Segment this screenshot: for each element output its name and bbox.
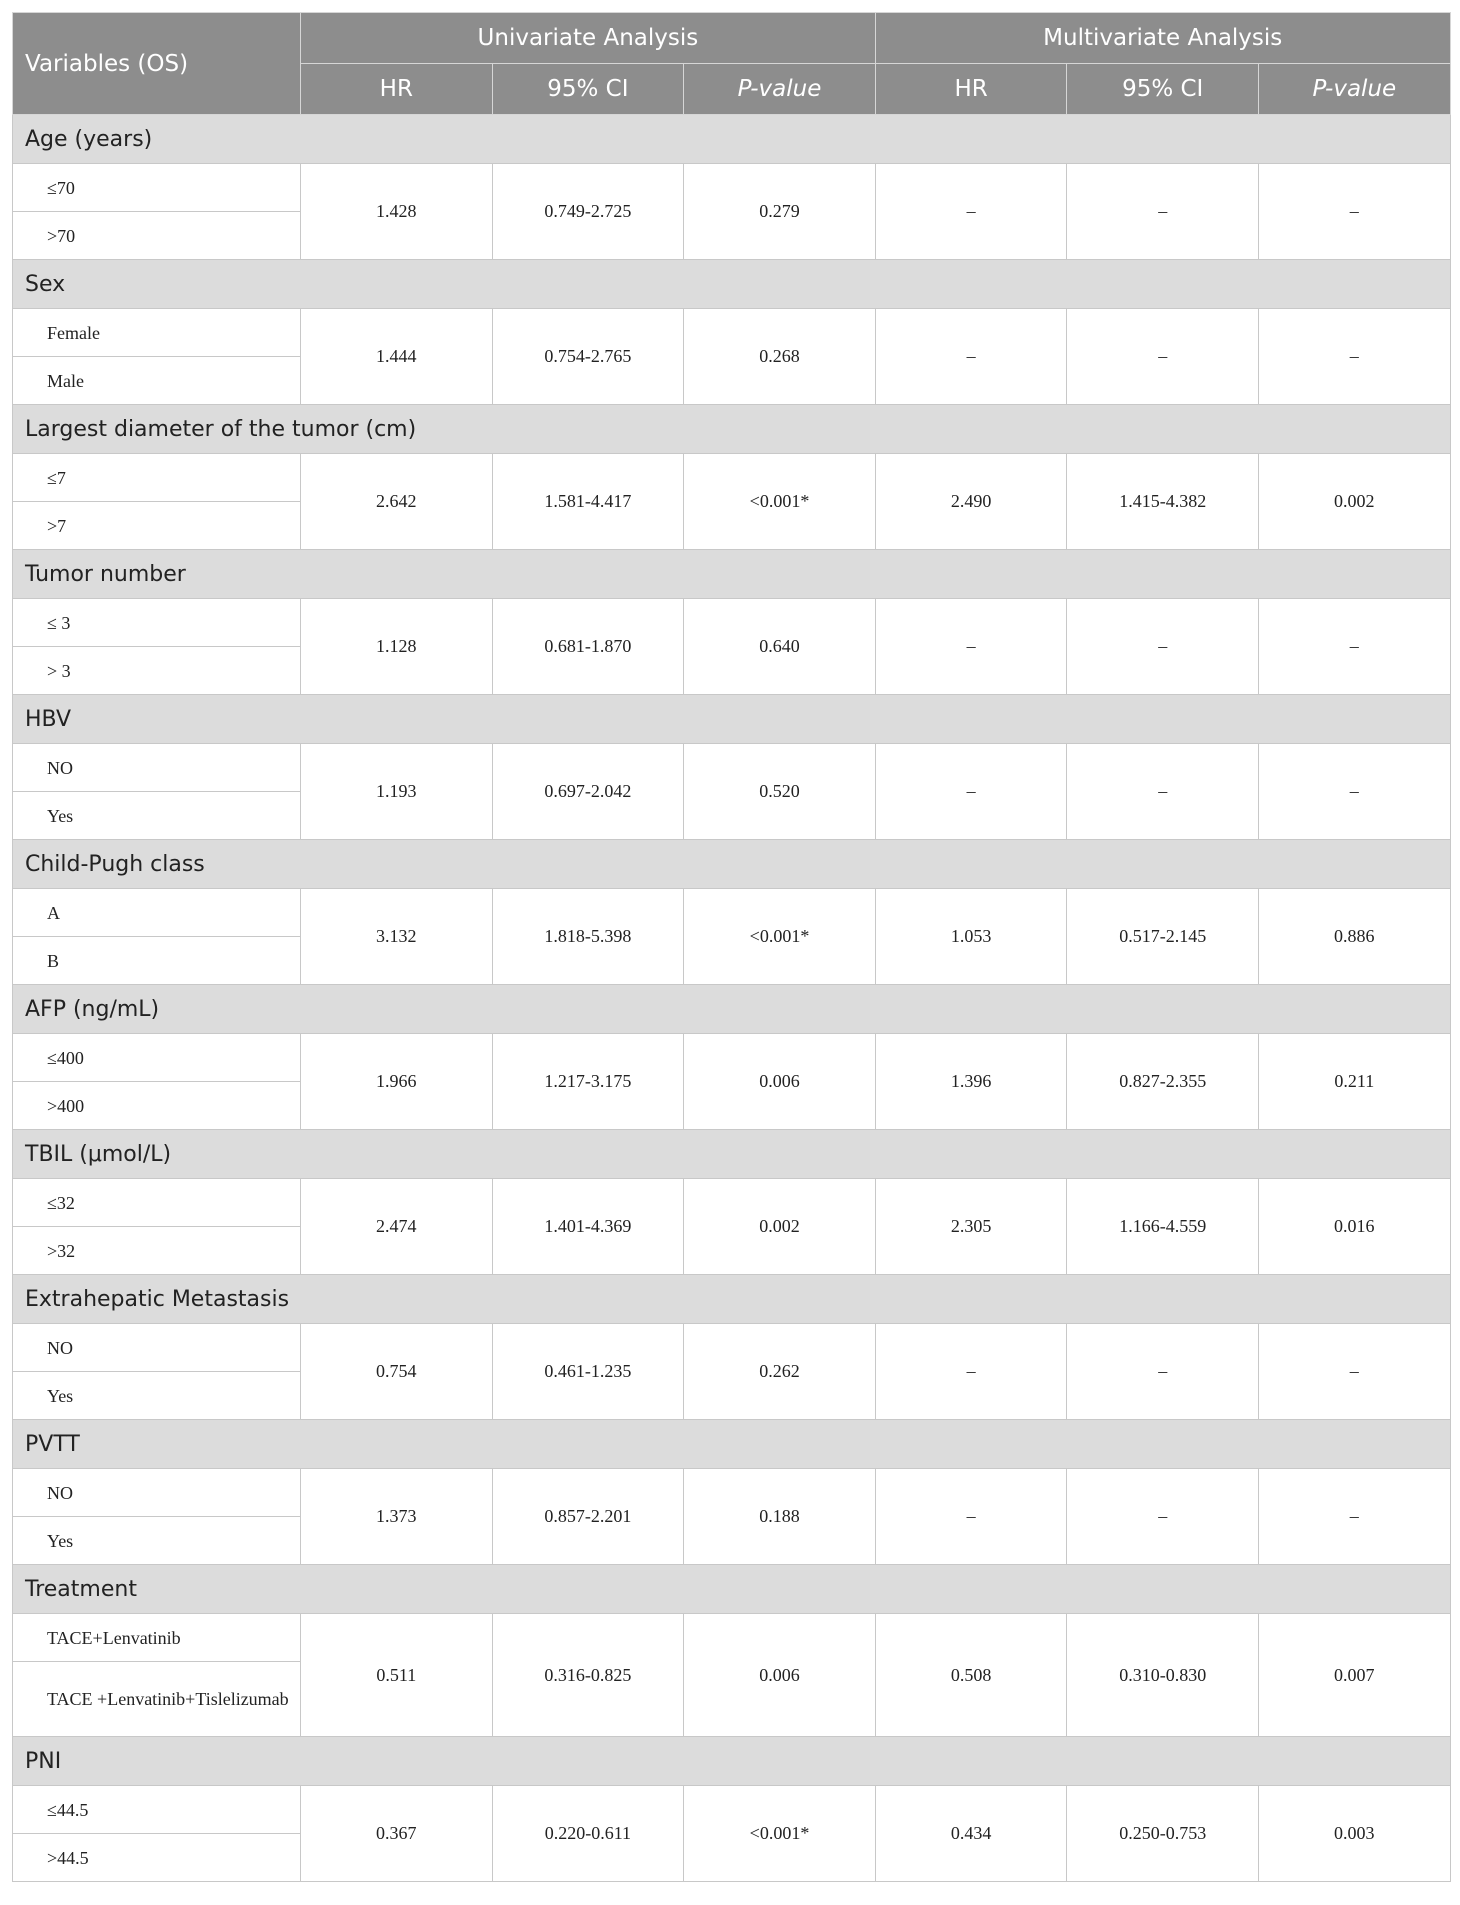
multi-ci-cell: –: [1067, 1324, 1259, 1420]
variable-group-row: [13, 405, 1451, 454]
uni-hr-cell: 0.754: [301, 1324, 493, 1420]
variable-group-row: [13, 985, 1451, 1034]
multi-hr-cell: –: [875, 164, 1067, 260]
variable-level-cell: A: [13, 889, 301, 937]
multi-hr-cell: 2.305: [875, 1179, 1067, 1275]
multi-hr-cell: –: [875, 309, 1067, 405]
cox-regression-table: [12, 12, 1451, 1882]
variable-level-cell: >70: [13, 212, 301, 260]
multi-ci-header: 95% CI: [1067, 64, 1259, 115]
table-row: [13, 1179, 1451, 1227]
table-row: [13, 599, 1451, 647]
variable-level-cell: ≤70: [13, 164, 301, 212]
multi-ci-cell: 0.517-2.145: [1067, 889, 1259, 985]
table-row: [13, 1034, 1451, 1082]
variable-group-label: PNI: [13, 1737, 1451, 1786]
uni-hr-cell: 1.373: [301, 1469, 493, 1565]
multi-p-cell: –: [1259, 309, 1451, 405]
variable-group-label: Sex: [13, 260, 1451, 309]
uni-ci-cell: 1.818-5.398: [492, 889, 684, 985]
table-row: [13, 889, 1451, 937]
multi-p-cell: 0.007: [1259, 1614, 1451, 1737]
variable-group-label: PVTT: [13, 1420, 1451, 1469]
variable-level-cell: Yes: [13, 792, 301, 840]
variable-level-cell: > 3: [13, 647, 301, 695]
variable-level-cell: ≤ 3: [13, 599, 301, 647]
multivariate-header: Multivariate Analysis: [875, 13, 1450, 64]
variable-group-label: Child-Pugh class: [13, 840, 1451, 889]
multi-hr-cell: 2.490: [875, 454, 1067, 550]
table-row: [13, 744, 1451, 792]
table-row: [13, 454, 1451, 502]
uni-hr-header: HR: [301, 64, 493, 115]
multi-p-cell: 0.886: [1259, 889, 1451, 985]
uni-p-cell: 0.520: [684, 744, 876, 840]
multi-hr-cell: –: [875, 1324, 1067, 1420]
variable-level-cell: Yes: [13, 1372, 301, 1420]
table-row: [13, 164, 1451, 212]
uni-p-cell: 0.262: [684, 1324, 876, 1420]
uni-ci-cell: 1.217-3.175: [492, 1034, 684, 1130]
variable-level-cell: TACE+Lenvatinib: [13, 1614, 301, 1662]
uni-p-cell: 0.268: [684, 309, 876, 405]
multi-p-cell: –: [1259, 744, 1451, 840]
header-row-1: [13, 13, 1451, 64]
multi-hr-cell: 0.434: [875, 1786, 1067, 1882]
uni-ci-cell: 0.749-2.725: [492, 164, 684, 260]
variable-group-label: Largest diameter of the tumor (cm): [13, 405, 1451, 454]
uni-hr-cell: 1.444: [301, 309, 493, 405]
variable-group-label: Age (years): [13, 115, 1451, 164]
uni-p-cell: 0.006: [684, 1034, 876, 1130]
univariate-header: Univariate Analysis: [301, 13, 876, 64]
variable-group-label: TBIL (μmol/L): [13, 1130, 1451, 1179]
variable-group-row: [13, 840, 1451, 889]
multi-p-cell: –: [1259, 1324, 1451, 1420]
uni-p-cell: 0.002: [684, 1179, 876, 1275]
multi-p-cell: 0.016: [1259, 1179, 1451, 1275]
multi-ci-cell: –: [1067, 164, 1259, 260]
variable-group-row: [13, 115, 1451, 164]
variable-group-label: HBV: [13, 695, 1451, 744]
multi-hr-cell: 1.053: [875, 889, 1067, 985]
uni-ci-cell: 0.754-2.765: [492, 309, 684, 405]
variable-level-cell: >400: [13, 1082, 301, 1130]
multi-p-cell: 0.002: [1259, 454, 1451, 550]
multi-ci-cell: 0.250-0.753: [1067, 1786, 1259, 1882]
uni-p-cell: 0.188: [684, 1469, 876, 1565]
variable-group-row: [13, 260, 1451, 309]
variable-level-cell: >7: [13, 502, 301, 550]
multi-ci-cell: –: [1067, 1469, 1259, 1565]
uni-ci-cell: 1.401-4.369: [492, 1179, 684, 1275]
multi-p-cell: 0.003: [1259, 1786, 1451, 1882]
multi-ci-cell: 1.166-4.559: [1067, 1179, 1259, 1275]
uni-ci-cell: 0.681-1.870: [492, 599, 684, 695]
uni-p-cell: 0.006: [684, 1614, 876, 1737]
multi-hr-cell: 1.396: [875, 1034, 1067, 1130]
multi-hr-cell: –: [875, 1469, 1067, 1565]
variable-group-label: Tumor number: [13, 550, 1451, 599]
variable-group-row: [13, 1565, 1451, 1614]
uni-hr-cell: 3.132: [301, 889, 493, 985]
uni-hr-cell: 0.367: [301, 1786, 493, 1882]
variable-level-cell: NO: [13, 1324, 301, 1372]
uni-p-header: P-value: [684, 64, 876, 115]
multi-ci-cell: 0.827-2.355: [1067, 1034, 1259, 1130]
table-body: [13, 115, 1451, 1882]
uni-hr-cell: 2.642: [301, 454, 493, 550]
multi-p-cell: –: [1259, 599, 1451, 695]
multi-ci-cell: –: [1067, 309, 1259, 405]
uni-p-cell: <0.001*: [684, 454, 876, 550]
multi-p-cell: –: [1259, 164, 1451, 260]
variable-level-cell: Yes: [13, 1517, 301, 1565]
uni-hr-cell: 1.128: [301, 599, 493, 695]
variable-group-label: Treatment: [13, 1565, 1451, 1614]
multi-hr-cell: –: [875, 599, 1067, 695]
variable-level-cell: NO: [13, 1469, 301, 1517]
multi-hr-header: HR: [875, 64, 1067, 115]
variable-level-cell: ≤400: [13, 1034, 301, 1082]
variable-level-cell: B: [13, 937, 301, 985]
variable-level-cell: TACE +Lenvatinib+Tislelizumab: [13, 1662, 301, 1737]
regression-table-container: [12, 12, 1450, 1882]
uni-ci-cell: 0.461-1.235: [492, 1324, 684, 1420]
multi-ci-cell: 1.415-4.382: [1067, 454, 1259, 550]
variable-group-row: [13, 1737, 1451, 1786]
variable-group-row: [13, 1130, 1451, 1179]
variable-level-cell: NO: [13, 744, 301, 792]
uni-ci-header: 95% CI: [492, 64, 684, 115]
uni-p-cell: 0.640: [684, 599, 876, 695]
uni-p-cell: <0.001*: [684, 889, 876, 985]
multi-p-cell: –: [1259, 1469, 1451, 1565]
multi-p-cell: 0.211: [1259, 1034, 1451, 1130]
uni-p-cell: 0.279: [684, 164, 876, 260]
uni-ci-cell: 0.220-0.611: [492, 1786, 684, 1882]
variable-group-row: [13, 1275, 1451, 1324]
multi-ci-cell: –: [1067, 599, 1259, 695]
multi-ci-cell: 0.310-0.830: [1067, 1614, 1259, 1737]
uni-ci-cell: 0.316-0.825: [492, 1614, 684, 1737]
variable-group-row: [13, 1420, 1451, 1469]
multi-hr-cell: –: [875, 744, 1067, 840]
variable-group-row: [13, 550, 1451, 599]
uni-hr-cell: 1.966: [301, 1034, 493, 1130]
uni-hr-cell: 0.511: [301, 1614, 493, 1737]
multi-hr-cell: 0.508: [875, 1614, 1067, 1737]
table-row: [13, 1469, 1451, 1517]
variable-level-cell: Male: [13, 357, 301, 405]
uni-p-cell: <0.001*: [684, 1786, 876, 1882]
variable-level-cell: ≤44.5: [13, 1786, 301, 1834]
table-row: [13, 1786, 1451, 1834]
uni-ci-cell: 0.697-2.042: [492, 744, 684, 840]
multi-p-header: P-value: [1259, 64, 1451, 115]
variable-group-row: [13, 695, 1451, 744]
table-row: [13, 1614, 1451, 1662]
uni-ci-cell: 1.581-4.417: [492, 454, 684, 550]
variable-level-cell: ≤7: [13, 454, 301, 502]
table-row: [13, 1324, 1451, 1372]
variable-level-cell: >32: [13, 1227, 301, 1275]
variable-level-cell: ≤32: [13, 1179, 301, 1227]
table-row: [13, 309, 1451, 357]
uni-hr-cell: 1.428: [301, 164, 493, 260]
table-header: [13, 13, 1451, 115]
uni-ci-cell: 0.857-2.201: [492, 1469, 684, 1565]
variables-header: Variables (OS): [13, 13, 301, 115]
uni-hr-cell: 2.474: [301, 1179, 493, 1275]
uni-hr-cell: 1.193: [301, 744, 493, 840]
variable-group-label: Extrahepatic Metastasis: [13, 1275, 1451, 1324]
variable-group-label: AFP (ng/mL): [13, 985, 1451, 1034]
variable-level-cell: >44.5: [13, 1834, 301, 1882]
variable-level-cell: Female: [13, 309, 301, 357]
multi-ci-cell: –: [1067, 744, 1259, 840]
